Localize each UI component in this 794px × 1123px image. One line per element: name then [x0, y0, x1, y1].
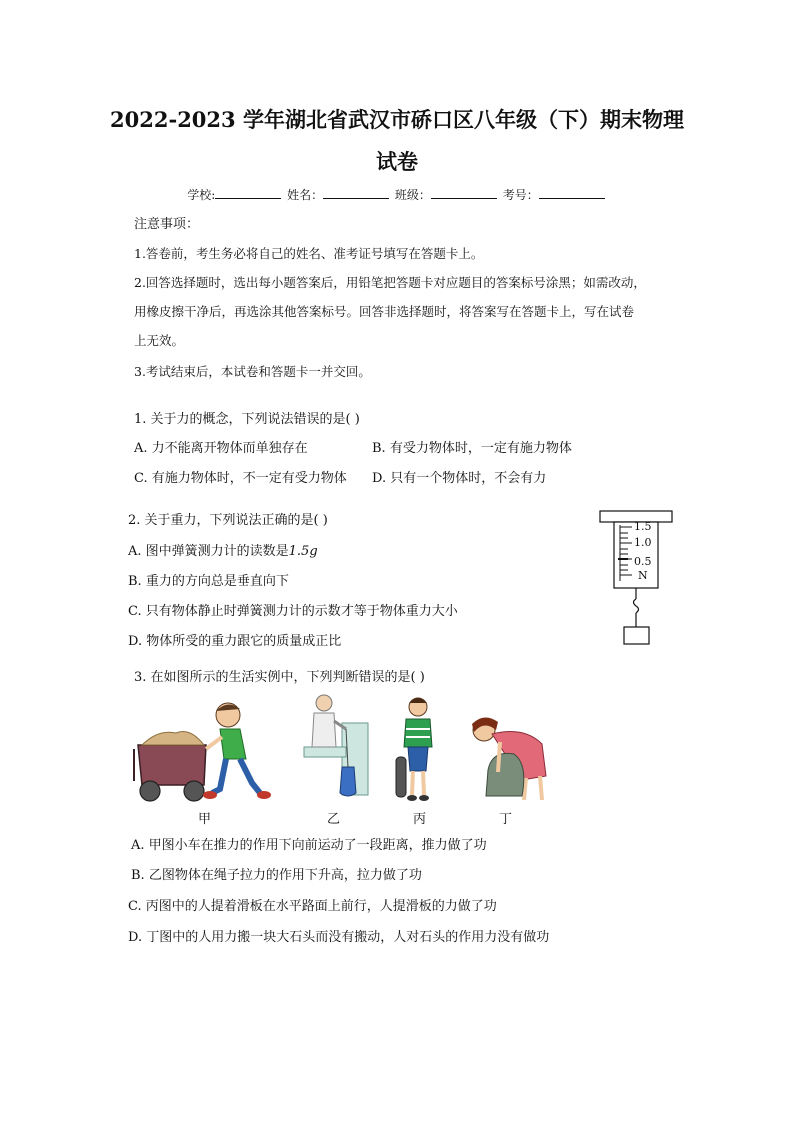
q3-stem: 3. 在如图所示的生活实例中，下列判断错误的是( ): [134, 670, 425, 685]
notice-heading: 注意事项：: [134, 217, 200, 232]
caption-bing: 丙: [413, 812, 427, 827]
notice-item-1: 1.答卷前，考生务必将自己的姓名、准考证号填写在答题卡上。: [134, 246, 484, 261]
class-label: 班级：: [394, 188, 431, 202]
notice-item-2-line-2: 用橡皮擦干净后，再选涂其他答案标号。回答非选择题时，将答案写在答题卡上，写在试卷: [134, 304, 635, 319]
figure-ding: [462, 710, 554, 805]
q1-option-d[interactable]: D. 只有一个物体时，不会有力: [372, 471, 547, 486]
student-info-line: [0, 186, 794, 203]
boy-carrying-skateboard-icon: [390, 695, 446, 805]
spring-scale-figure: [598, 509, 678, 651]
q1-option-a[interactable]: A. 力不能离开物体而单独存在: [134, 441, 308, 456]
man-lifting-object-icon: [302, 693, 370, 805]
notice-item-3: 3.考试结束后，本试卷和答题卡一并交回。: [134, 364, 371, 379]
class-blank[interactable]: [431, 186, 497, 199]
q1-stem: 1. 关于力的概念，下列说法错误的是( ): [134, 412, 360, 427]
page-title: 2022-2023 学年湖北省武汉市硚口区八年级（下）期末物理: [110, 107, 684, 132]
q1-option-b[interactable]: B. 有受力物体时，一定有施力物体: [372, 441, 572, 456]
figure-bing: [390, 695, 446, 805]
scale-unit: N: [638, 569, 648, 582]
name-label: 姓名：: [287, 188, 324, 202]
scale-mark-1-0: 1.0: [634, 536, 652, 549]
q2-stem: 2. 关于重力，下列说法正确的是( ): [128, 513, 328, 528]
q2-option-b[interactable]: B. 重力的方向总是垂直向下: [128, 574, 289, 589]
caption-ding: 丁: [499, 812, 513, 827]
q3-option-a[interactable]: A. 甲图小车在推力的作用下向前运动了一段距离，推力做了功: [131, 838, 487, 853]
notice-item-2-line-1: 2.回答选择题时，选出每小题答案后，用铅笔把答题卡对应题目的答案标号涂黑；如需改动，: [134, 275, 646, 290]
exam-number-label: 考号：: [502, 188, 539, 202]
q2-option-a-text: A. 图中弹簧测力计的读数是: [128, 544, 289, 559]
q2-option-d[interactable]: D. 物体所受的重力跟它的质量成正比: [128, 634, 342, 649]
q2-option-a[interactable]: [128, 540, 318, 559]
girl-pushing-rock-icon: [462, 710, 554, 805]
figure-jia: [128, 697, 283, 805]
q3-option-c[interactable]: C. 丙图中的人提着滑板在水平路面上前行，人提滑板的力做了功: [128, 899, 497, 914]
caption-jia: 甲: [198, 812, 212, 827]
figure-yi: [302, 693, 370, 805]
scale-mark-1-5: 1.5: [634, 520, 652, 533]
exam-number-blank[interactable]: [539, 186, 605, 199]
boy-pushing-cart-icon: [128, 697, 283, 805]
school-label: 学校:: [187, 188, 216, 202]
q3-option-d[interactable]: D. 丁图中的人用力搬一块大石头而没有搬动，人对石头的作用力没有做功: [128, 930, 550, 945]
q2-option-a-value: 1.5g: [288, 544, 318, 559]
scale-mark-0-5: 0.5: [634, 555, 652, 568]
q2-option-c[interactable]: C. 只有物体静止时弹簧测力计的示数才等于物体重力大小: [128, 604, 458, 619]
q3-option-b[interactable]: B. 乙图物体在绳子拉力的作用下升高，拉力做了功: [131, 868, 422, 883]
school-blank[interactable]: [215, 186, 281, 199]
notice-item-2-line-3: 上无效。: [134, 333, 185, 348]
q1-option-c[interactable]: C. 有施力物体时，不一定有受力物体: [134, 471, 347, 486]
page-title-line2: 试卷: [376, 149, 418, 174]
name-blank[interactable]: [323, 186, 389, 199]
caption-yi: 乙: [327, 812, 341, 827]
